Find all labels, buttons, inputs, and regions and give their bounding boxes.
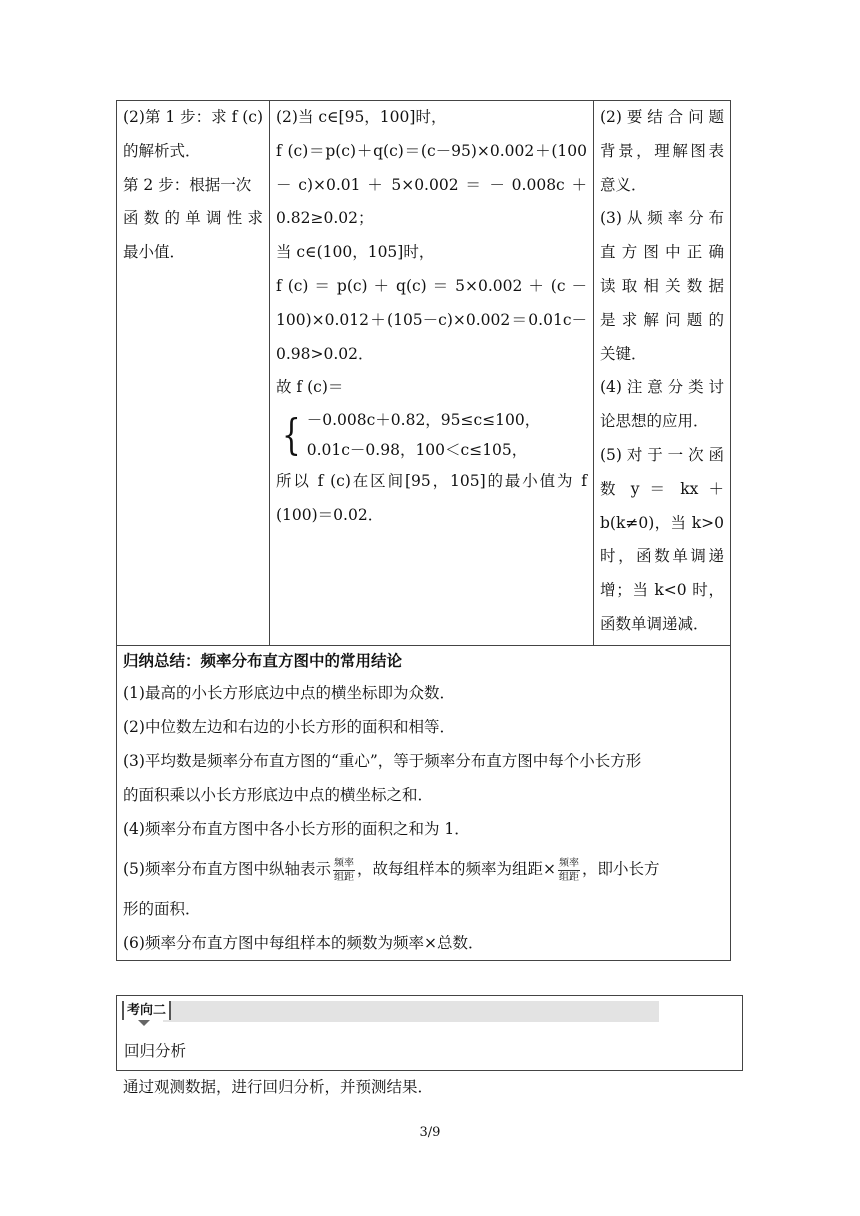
fraction-numerator: 频率 [333, 857, 354, 869]
solution-line: (100)＝0.02． [276, 505, 384, 524]
summary-item: (2)中位数左边和右边的小长方形的面积和相等． [123, 718, 455, 736]
piecewise-case: －0.008c＋0.82，95≤c≤100， [306, 411, 541, 430]
left-brace: { [282, 410, 301, 460]
notes-line: 论思想的应用． [600, 412, 709, 431]
notes-line: (2)要结合问题 [600, 108, 724, 126]
steps-line: (2)第 1 步：求 f (c) [123, 108, 264, 126]
table-row [117, 101, 731, 646]
solution-line: － c)×0.01 ＋ 5×0.002 ＝ － 0.008c ＋ [276, 175, 587, 194]
section-header-bar [163, 1001, 659, 1022]
fraction-numerator: 频率 [558, 857, 579, 869]
summary-cell [117, 646, 731, 961]
steps-line: 最小值． [123, 243, 186, 262]
summary-item: (3)平均数是频率分布直方图的“重心”，等于频率分布直方图中每个小长方形 [123, 752, 642, 770]
fraction-denominator: 组距 [333, 871, 354, 883]
solution-line: 故 f (c)＝ [276, 378, 344, 397]
summary-item: (4)频率分布直方图中各小长方形的面积之和为 1． [123, 820, 470, 838]
piecewise-cases [307, 405, 541, 465]
notes-line: 增；当 k<0 时， [600, 581, 724, 600]
notes-line: 数 y ＝ kx ＋ [600, 479, 724, 498]
section-box [116, 995, 743, 1071]
notes-line: 是求解问题的 [600, 310, 724, 329]
solution-line: (2)当 c∈[95，100]时， [276, 108, 447, 126]
solution-line: 0.98>0.02． [276, 344, 374, 363]
steps-cell [117, 101, 270, 646]
solution-line: f (c) ＝ p(c) ＋ q(c) ＝ 5×0.002 ＋ (c － [276, 276, 587, 295]
notes-line: (4)注意分类讨 [600, 378, 724, 397]
solution-table [116, 100, 731, 961]
summary-item: (1)最高的小长方形底边中点的横坐标即为众数． [123, 684, 455, 702]
notes-line: 时，函数单调递 [600, 547, 724, 566]
solution-line: f (c)＝p(c)＋q(c)＝(c－95)×0.002＋(100 [276, 141, 587, 160]
notes-line: 直方图中正确 [600, 243, 724, 262]
section-tag: 考向二 [122, 1001, 171, 1020]
summary-item [123, 846, 724, 892]
notes-line: (3)从频率分布 [600, 209, 724, 228]
table-row [117, 646, 731, 961]
notes-cell [594, 101, 731, 646]
summary-text: (5)频率分布直方图中纵轴表示 [123, 860, 331, 878]
fraction [333, 857, 355, 884]
summary-item: 的面积乘以小长方形底边中点的横坐标之和． [123, 786, 434, 804]
summary-text: ，即小长方 [581, 860, 660, 878]
solution-line: 所以 f (c)在区间[95，105]的最小值为 f [276, 472, 587, 491]
solution-line: 0.82≥0.02； [276, 209, 374, 228]
notes-line: b(k≠0)，当 k>0 [600, 513, 724, 532]
section-description: 通过观测数据，进行回归分析，并预测结果． [123, 1078, 434, 1096]
notes-line: 意义． [600, 175, 647, 194]
solution-line: 当 c∈(100，105]时， [276, 243, 435, 262]
summary-item: (6)频率分布直方图中每组样本的频数为频率×总数． [123, 934, 484, 952]
summary-text: ，故每组样本的频率为组距× [356, 860, 556, 878]
notes-line: 关键． [600, 344, 647, 363]
section-title: 回归分析 [124, 1042, 187, 1060]
summary-title: 归纳总结：频率分布直方图中的常用结论 [123, 652, 403, 670]
page-number: 3/9 [419, 1125, 441, 1140]
piecewise-function [278, 405, 587, 465]
notes-line: (5)对于一次函 [600, 445, 724, 464]
summary-item: 形的面积． [123, 900, 201, 918]
solution-cell [270, 101, 594, 646]
solution-line: 100)×0.012＋(105－c)×0.002＝0.01c－ [276, 310, 587, 329]
piecewise-case: 0.01c－0.98，100＜c≤105， [306, 441, 528, 460]
steps-line: 的解析式． [123, 141, 201, 160]
steps-line: 函数的单调性求 [123, 209, 263, 228]
fraction [558, 857, 580, 884]
notes-line: 函数单调递减． [600, 614, 709, 633]
notes-line: 背景，理解图表 [600, 141, 724, 160]
steps-line: 第 2 步：根据一次 [123, 175, 252, 194]
fraction-denominator: 组距 [558, 871, 579, 883]
tag-arrow-icon [138, 1020, 150, 1026]
notes-line: 读取相关数据 [600, 276, 724, 295]
